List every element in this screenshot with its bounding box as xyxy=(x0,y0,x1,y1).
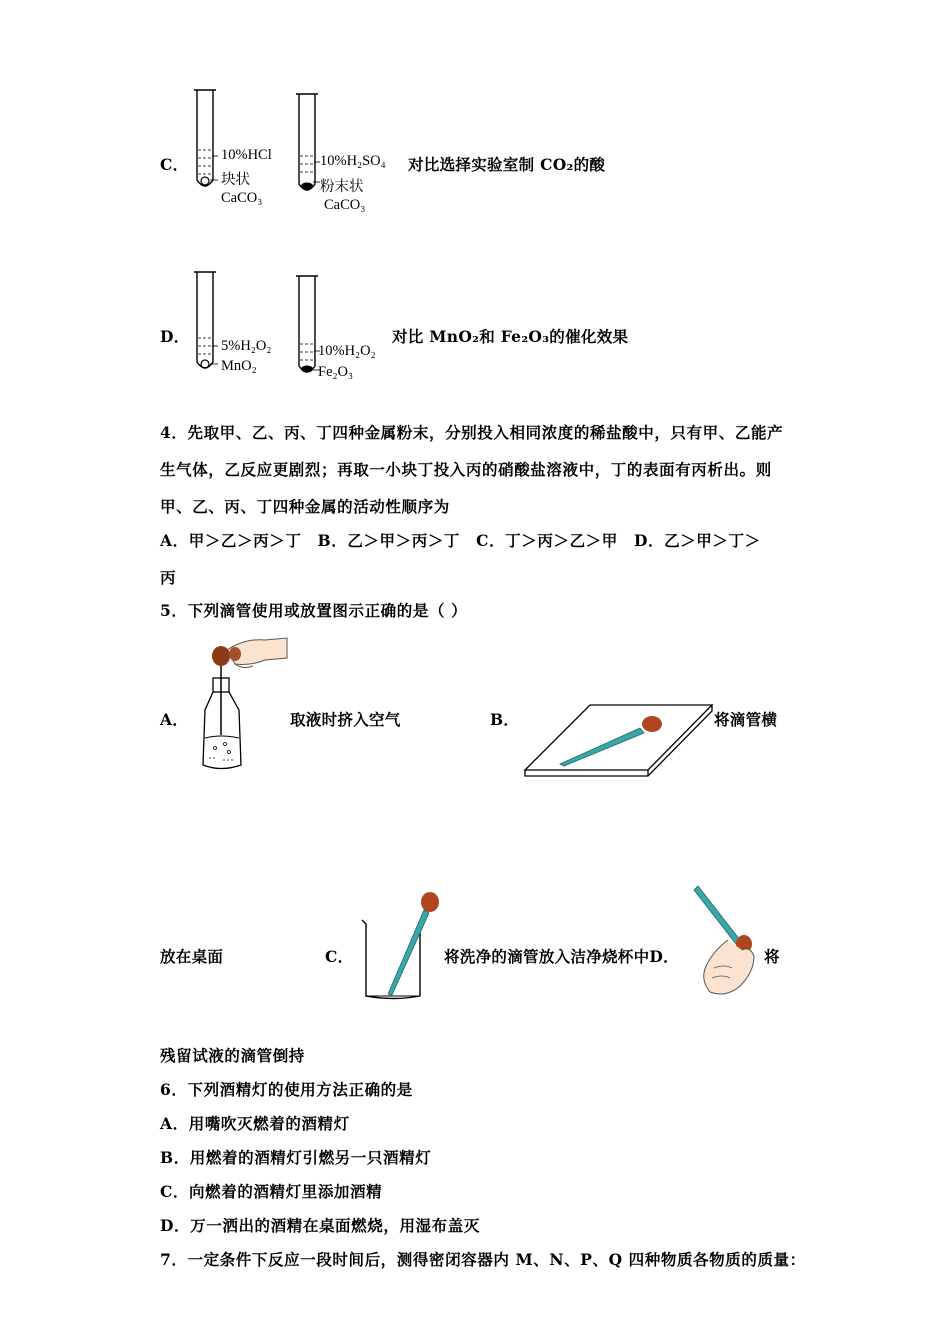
q3c-tube2-acid-label: 10%H₂SO₄ xyxy=(320,153,386,169)
q6-option-a: A．用嘴吹灭燃着的酒精灯 xyxy=(160,1114,350,1133)
q3d-test-tube-1-figure xyxy=(190,270,220,375)
q6-option-d: D．万一洒出的酒精在桌面燃烧，用湿布盖灭 xyxy=(160,1216,480,1235)
q6-option-c: C．向燃着的酒精灯里添加酒精 xyxy=(160,1182,383,1201)
q5-option-d-text-cont: 残留试液的滴管倒持 xyxy=(160,1046,305,1065)
q4-options-wrap: 丙 xyxy=(160,568,177,587)
q3c-tube2-solid-state-label: 粉末状 xyxy=(320,179,364,195)
q3c-tube1-acid-label: 10%HCl xyxy=(221,147,272,163)
q3d-tube2-catalyst-label: Fe₂O₃ xyxy=(318,364,354,380)
q5-stem: 5．下列滴管使用或放置图示正确的是（ ） xyxy=(160,601,468,620)
q3d-tube2-reagent-label: 10%H₂O₂ xyxy=(318,343,376,359)
q5c-dropper-in-beaker-figure xyxy=(358,888,443,1003)
q4-stem-line-1: 4．先取甲、乙、丙、丁四种金属粉末，分别投入相同浓度的稀盐酸中，只有甲、乙能产 xyxy=(160,423,784,442)
q5d-dropper-inverted-in-hand-figure xyxy=(692,880,767,1000)
q3-option-c-text: 对比选择实验室制 CO₂的酸 xyxy=(408,155,606,174)
q5-option-b-text: 将滴管横 xyxy=(714,710,778,729)
q5b-dropper-on-table-figure xyxy=(520,700,715,780)
q5-option-d-text: 将 xyxy=(764,947,780,966)
q5-option-c-letter: C． xyxy=(325,947,354,966)
q5-option-a-text: 取液时挤入空气 xyxy=(290,710,401,729)
q5-option-a-letter: A． xyxy=(160,710,189,729)
q4-stem-line-2: 生气体，乙反应更剧烈；再取一小块丁投入丙的硝酸盐溶液中，丁的表面有丙析出。则 xyxy=(160,460,772,479)
q3d-tube1-catalyst-label: MnO₂ xyxy=(221,358,257,374)
q6-stem: 6．下列酒精灯的使用方法正确的是 xyxy=(160,1080,413,1099)
q5-option-b-letter: B． xyxy=(490,710,520,729)
q6-option-b: B．用燃着的酒精灯引燃另一只酒精灯 xyxy=(160,1148,432,1167)
q3c-tube1-solid-state-label: 块状 xyxy=(221,172,250,188)
q3c-tube1-solid-label: CaCO₃ xyxy=(221,190,263,206)
q3c-test-tube-1-figure xyxy=(190,88,220,193)
q3-option-d-letter: D． xyxy=(160,327,190,346)
q5a-dropper-in-bottle-figure xyxy=(195,630,290,775)
q7-stem: 7．一定条件下反应一段时间后，测得密闭容器内 M、N、P、Q 四种物质各物质的质量： xyxy=(160,1250,806,1269)
q3c-tube2-solid-label: CaCO₃ xyxy=(324,197,366,213)
q4-stem-line-3: 甲、乙、丙、丁四种金属的活动性顺序为 xyxy=(160,497,450,516)
q5-option-b-text-cont: 放在桌面 xyxy=(160,947,224,966)
q3c-test-tube-2-figure xyxy=(292,92,322,197)
q3-option-c-letter: C． xyxy=(160,155,189,174)
q5-option-c-text: 将洗净的滴管放入洁净烧杯中D． xyxy=(444,947,679,966)
q4-options: A．甲＞乙＞丙＞丁 B．乙＞甲＞丙＞丁 C．丁＞丙＞乙＞甲 D．乙＞甲＞丁＞ xyxy=(160,531,761,550)
q3-option-d-text: 对比 MnO₂和 Fe₂O₃的催化效果 xyxy=(392,327,629,346)
q3d-tube1-reagent-label: 5%H₂O₂ xyxy=(221,338,272,354)
